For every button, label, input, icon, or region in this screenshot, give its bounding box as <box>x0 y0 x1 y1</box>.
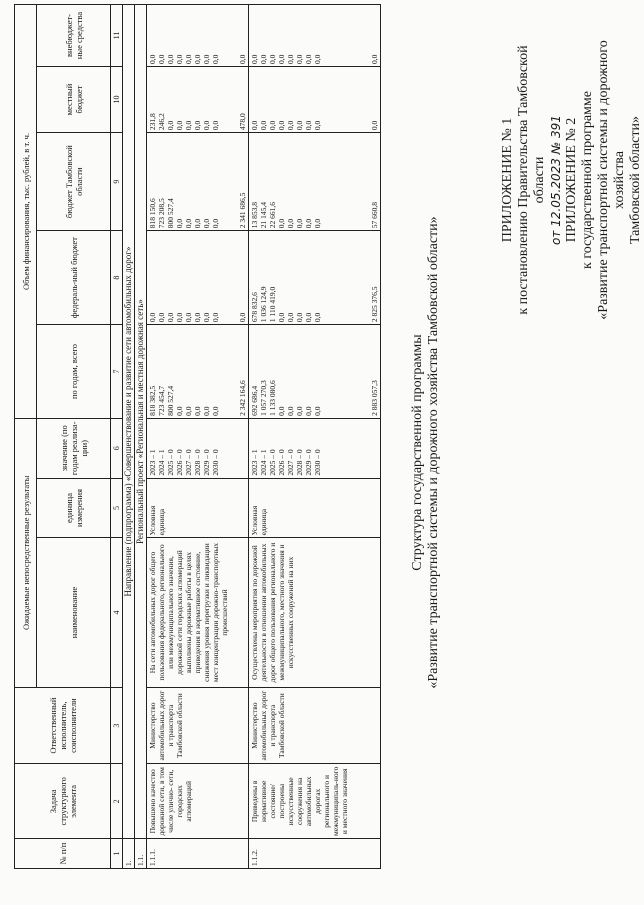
regional-list <box>250 135 322 228</box>
list-value: 678 832,6 <box>250 292 259 323</box>
list-value: 1 036 124,9 <box>259 286 268 323</box>
list-value: 0,0 <box>268 54 277 64</box>
header-results-group: Ожидаемые непосредственные результаты <box>15 418 37 687</box>
annex1-date-number: от 12.05.2023 № 391 <box>549 115 563 245</box>
list-value: 0,0 <box>175 120 184 131</box>
list-value: 2028 – 0 <box>193 449 202 476</box>
list-value: 0,0 <box>304 312 313 323</box>
list-value: 0,0 <box>313 54 322 64</box>
list-value: 0,0 <box>184 406 193 416</box>
list-value: 0,0 <box>211 406 220 416</box>
list-value: 0,0 <box>175 54 184 64</box>
annex1-title: ПРИЛОЖЕНИЕ № 1 <box>500 117 515 243</box>
list-value: 246,2 <box>157 113 166 131</box>
colnum-3: 3 <box>111 687 123 764</box>
document-title <box>410 180 442 725</box>
list-value: 723 208,5 <box>157 198 166 229</box>
list-value: 0,0 <box>313 312 322 323</box>
list-value: 0,0 <box>277 406 286 416</box>
list-value: 2024 – 1 <box>157 449 166 476</box>
list-value: 0,0 <box>193 218 202 229</box>
list-value: 231,8 <box>148 113 157 131</box>
list-value: 2024 – 1 <box>259 449 268 476</box>
colnum-1: 1 <box>111 839 123 869</box>
annex2-title: ПРИЛОЖЕНИЕ № 2 <box>564 117 579 243</box>
sum-extra: 0,0 <box>370 54 379 64</box>
list-value: 0,0 <box>211 120 220 131</box>
header-regional: бюджет Тамбовской области <box>37 133 111 231</box>
list-value: 0,0 <box>193 312 202 323</box>
list-value: 2028 – 0 <box>295 449 304 476</box>
list-value: 0,0 <box>193 406 202 416</box>
row-1-1-1-regional <box>147 133 249 231</box>
section-row-1 <box>123 5 135 869</box>
list-value: 0,0 <box>286 406 295 416</box>
colnum-9: 9 <box>111 133 123 231</box>
list-value: 0,0 <box>286 120 295 131</box>
extra-list <box>148 7 220 64</box>
list-value: 0,0 <box>202 120 211 131</box>
table-row <box>147 5 249 869</box>
list-value: 1 110 419,0 <box>268 286 277 323</box>
row-1-1-2-years <box>249 418 381 478</box>
list-value: 0,0 <box>193 120 202 131</box>
list-value: 2029 – 0 <box>304 449 313 476</box>
colnum-11: 11 <box>111 5 123 67</box>
list-value: 0,0 <box>202 406 211 416</box>
row-1-1-2-executor: Министерство автомобильных дорог и транспорта Тамбовской области <box>249 687 381 764</box>
annex2-line1: к государственной программе <box>580 91 595 269</box>
list-value: 0,0 <box>175 406 184 416</box>
header-num: № п/п <box>15 839 111 869</box>
header-executor: Ответственный исполнитель, соисполнители <box>15 687 111 764</box>
row-1-1-2-unit: Условная единица <box>249 478 381 538</box>
row-1-1-2-local <box>249 66 381 132</box>
list-value: 723 454,7 <box>157 385 166 416</box>
row-1-1-1-local <box>147 66 249 132</box>
list-value: 0,0 <box>277 312 286 323</box>
list-value: 0,0 <box>295 54 304 64</box>
section-1-num: 1. <box>123 839 135 869</box>
list-value: 0,0 <box>304 54 313 64</box>
program-structure-table <box>14 4 381 869</box>
list-value: 0,0 <box>286 54 295 64</box>
sum-total: 2 342 164,6 <box>238 380 247 416</box>
list-value: 0,0 <box>277 218 286 229</box>
list-value: 0,0 <box>277 120 286 131</box>
list-value: 0,0 <box>259 54 268 64</box>
list-value: 0,0 <box>175 218 184 229</box>
header-unit: единица измерения <box>37 478 111 538</box>
list-value: 1 057 270,3 <box>259 380 268 416</box>
list-value: 0,0 <box>148 312 157 323</box>
list-value: 2030 – 0 <box>211 449 220 476</box>
table-row <box>249 5 381 869</box>
list-value: 0,0 <box>286 312 295 323</box>
sum-local: 0,0 <box>370 120 379 131</box>
row-1-1-2-federal <box>249 231 381 325</box>
sum-federal: 0,0 <box>238 312 247 323</box>
row-1-1-1-unit: Условная единица <box>147 478 249 538</box>
section-1-1-num: 1.1. <box>135 839 147 869</box>
doc-title-line2: «Развитие транспортной системы и дорожного хозяйства Тамбовской области» <box>426 216 441 689</box>
list-value: 0,0 <box>166 312 175 323</box>
header-result-name: наименование <box>37 538 111 687</box>
row-1-1-1-num: 1.1.1. <box>147 839 249 869</box>
row-1-1-2-extra <box>249 5 381 67</box>
row-1-1-2-task: Приведены в нормативное состояние/ построены искусственные сооружения на автомобильных дорогах регионального и межмуниципаль-ного и местного значения <box>249 764 381 839</box>
list-value: 0,0 <box>268 120 277 131</box>
header-row-1 <box>15 5 37 869</box>
list-value: 0,0 <box>295 312 304 323</box>
header-federal: федераль-ный бюджет <box>37 231 111 325</box>
federal-list <box>250 233 322 322</box>
header-extra: внебюджет-ные средства <box>37 5 111 67</box>
annex-header <box>500 30 644 330</box>
list-value: 818 150,6 <box>148 198 157 229</box>
list-value: 0,0 <box>313 120 322 131</box>
list-value: 0,0 <box>304 406 313 416</box>
row-1-1-1-result: На сети автомобильных дорог общего пользования федерального, регионального или межмуниципального значения, дорожной сети городских агломераций выполнены дорожные работы в целях приведения в нормативное состояние, снижения уровня перегрузки и ликвидации мест концентрации дорожно-транспортных происшествий <box>147 538 249 687</box>
section-1-1-title: Региональный проект «Региональная и местная дорожная сеть» <box>135 5 147 839</box>
list-value: 2023 – 1 <box>148 449 157 476</box>
list-value: 13 853,8 <box>250 201 259 229</box>
list-value: 0,0 <box>277 54 286 64</box>
list-value: 0,0 <box>295 406 304 416</box>
local-list <box>250 69 322 130</box>
years-list <box>148 421 220 476</box>
header-total: по годам, всего <box>37 325 111 419</box>
list-value: 0,0 <box>166 54 175 64</box>
row-1-1-2-total <box>249 325 381 419</box>
list-value: 2027 – 0 <box>184 449 193 476</box>
colnum-5: 5 <box>111 478 123 538</box>
list-value: 0,0 <box>157 54 166 64</box>
list-value: 0,0 <box>202 218 211 229</box>
list-value: 0,0 <box>304 218 313 229</box>
row-1-1-1-federal <box>147 231 249 325</box>
list-value: 0,0 <box>211 218 220 229</box>
sum-extra: 0,0 <box>238 54 247 64</box>
list-value: 2023 – 1 <box>250 449 259 476</box>
list-value: 0,0 <box>211 312 220 323</box>
colnum-6: 6 <box>111 418 123 478</box>
list-value: 0,0 <box>304 120 313 131</box>
header-local: местный бюджет <box>37 66 111 132</box>
list-value: 0,0 <box>259 120 268 131</box>
list-value: 0,0 <box>148 54 157 64</box>
list-value: 0,0 <box>193 54 202 64</box>
row-1-1-1-total <box>147 325 249 419</box>
list-value: 0,0 <box>295 218 304 229</box>
list-value: 2026 – 0 <box>175 449 184 476</box>
list-value: 800 527,4 <box>166 198 175 229</box>
sum-regional: 2 341 686,5 <box>238 192 247 229</box>
row-1-1-1-extra <box>147 5 249 67</box>
sum-regional: 57 660,8 <box>370 201 379 229</box>
section-1-title: Направление (подпрограмма) «Совершенствование и развитие сети автомобильных дорог» <box>123 5 135 839</box>
total-list <box>250 327 322 416</box>
sum-total: 2 883 057,3 <box>370 380 379 416</box>
list-value: 0,0 <box>184 54 193 64</box>
row-1-1-1-executor: Министерство автомобильных дорог и транспорта Тамбовской области <box>147 687 249 764</box>
list-value: 0,0 <box>166 120 175 131</box>
list-value: 2029 – 0 <box>202 449 211 476</box>
list-value: 0,0 <box>184 218 193 229</box>
total-list <box>148 327 220 416</box>
list-value: 818 382,5 <box>148 385 157 416</box>
list-value: 0,0 <box>295 120 304 131</box>
row-1-1-1-years <box>147 418 249 478</box>
header-task: Задача структурного элемента <box>15 764 111 839</box>
column-number-row <box>111 5 123 869</box>
colnum-10: 10 <box>111 66 123 132</box>
regional-list <box>148 135 220 228</box>
row-1-1-2-result: Осуществлены мероприятия по дорожной деятельности в отношении автомобильных дорог общего пользования регионального и межмуниципального, местного значения и искусственных сооружений на них <box>249 538 381 687</box>
sum-local: 478,0 <box>238 113 247 131</box>
annex2-line2: «Развитие транспортной системы и дорожного хозяйства <box>596 40 627 320</box>
list-value: 2025 – 0 <box>268 449 277 476</box>
list-value: 22 661,6 <box>268 201 277 229</box>
list-value: 2030 – 0 <box>313 449 322 476</box>
list-value: 692 686,4 <box>250 385 259 416</box>
list-value: 2027 – 0 <box>286 449 295 476</box>
list-value: 2025 – 0 <box>166 449 175 476</box>
row-1-1-2-regional <box>249 133 381 231</box>
list-value: 0,0 <box>184 120 193 131</box>
list-value: 0,0 <box>313 218 322 229</box>
local-list <box>148 69 220 130</box>
header-finance-group: Объем финансирования, тыс. рублей, в т. ч. <box>15 5 37 419</box>
row-1-1-2-num: 1.1.2. <box>249 839 381 869</box>
federal-list <box>148 233 220 322</box>
list-value: 0,0 <box>250 54 259 64</box>
extra-list <box>250 7 322 64</box>
years-list <box>250 421 322 476</box>
annex2-line3: Тамбовской области» <box>628 115 643 245</box>
list-value: 0,0 <box>157 312 166 323</box>
sum-federal: 2 825 376,5 <box>370 286 379 323</box>
list-value: 21 145,4 <box>259 201 268 229</box>
colnum-7: 7 <box>111 325 123 419</box>
list-value: 2026 – 0 <box>277 449 286 476</box>
list-value: 0,0 <box>250 120 259 131</box>
colnum-2: 2 <box>111 764 123 839</box>
list-value: 0,0 <box>202 54 211 64</box>
colnum-4: 4 <box>111 538 123 687</box>
list-value: 0,0 <box>175 312 184 323</box>
list-value: 0,0 <box>286 218 295 229</box>
list-value: 0,0 <box>211 54 220 64</box>
list-value: 0,0 <box>202 312 211 323</box>
list-value: 0,0 <box>184 312 193 323</box>
doc-title-line1: Структура государственной программы <box>410 334 425 571</box>
row-1-1-1-task: Повышено качество дорожной сети, в том числе улично- сети, городских агломераций <box>147 764 249 839</box>
colnum-8: 8 <box>111 231 123 325</box>
list-value: 0,0 <box>313 406 322 416</box>
header-values: значение (по годам реализа-ции) <box>37 418 111 478</box>
list-value: 1 133 080,6 <box>268 380 277 416</box>
annex1-line1: к постановлению Правительства Тамбовской области <box>516 45 547 315</box>
list-value: 800 527,4 <box>166 385 175 416</box>
section-row-1-1 <box>135 5 147 869</box>
